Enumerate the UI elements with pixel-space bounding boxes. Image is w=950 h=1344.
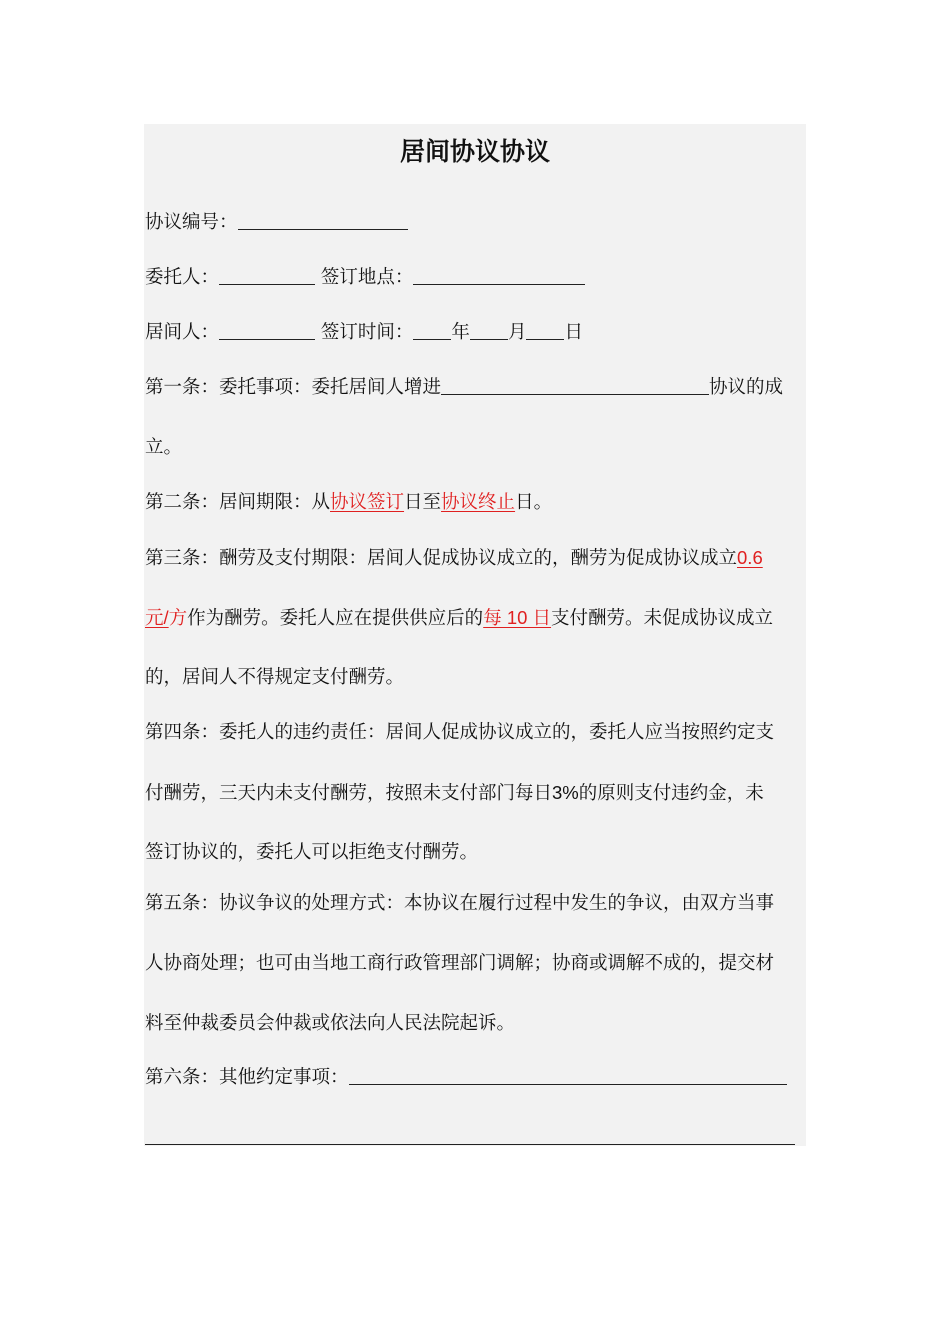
intermediary-label: 居间人： — [145, 322, 220, 343]
article3-line1 — [145, 545, 805, 572]
article2-start-term: 协议签订 — [330, 492, 405, 513]
article1-line1 — [145, 375, 805, 401]
signing-place-blank[interactable] — [413, 266, 585, 285]
article1-text-a: 第一条：委托事项：委托居间人增进 — [145, 377, 442, 398]
intermediary-line — [145, 320, 805, 346]
article5-line2: 人协商处理；也可由当地工商行政管理部门调解；协商或调解不成的，提交材 — [145, 953, 775, 974]
article6-blank-2[interactable] — [145, 1126, 795, 1145]
article3-slash: / — [163, 607, 169, 628]
article6-line1 — [145, 1065, 805, 1091]
article4-percentage: 3% — [552, 782, 579, 803]
article4-line3: 签订协议的，委托人可以拒绝支付酬劳。 — [145, 842, 479, 863]
article4-text-2b: 的原则支付违约金，未 — [578, 783, 764, 804]
article3-rate-unit-b: 方 — [168, 608, 188, 629]
article1-text-b: 协议的成 — [709, 377, 784, 398]
signing-time-label: 签订时间： — [320, 322, 414, 343]
article2-end-term: 协议终止 — [441, 492, 516, 513]
article2-line — [145, 490, 805, 516]
article4-line2 — [145, 780, 805, 807]
principal-label: 委托人： — [145, 267, 220, 288]
article1-blank[interactable] — [441, 376, 709, 395]
article2-text-b: 日至 — [404, 492, 442, 513]
article2-text-c: 日。 — [515, 492, 553, 513]
month-blank[interactable] — [470, 321, 508, 340]
article3-payment-period: 每 10 日 — [483, 607, 552, 628]
day-blank[interactable] — [526, 321, 564, 340]
agreement-number-label: 协议编号： — [145, 212, 238, 233]
month-label: 月 — [507, 322, 527, 343]
day-label: 日 — [564, 322, 583, 343]
article5-line1: 第五条：协议争议的处理方式：本协议在履行过程中发生的争议，由双方当事 — [145, 893, 775, 914]
article2-text-a: 第二条：居间期限：从 — [145, 492, 331, 513]
article3-text-2c: 支付酬劳。未促成协议成立 — [551, 608, 774, 629]
article3-line3: 的，居间人不得规定支付酬劳。 — [145, 667, 405, 688]
agreement-number-blank[interactable] — [238, 211, 408, 230]
year-label: 年 — [451, 322, 470, 343]
document-title: 居间协议协议 — [399, 137, 550, 166]
contract-page — [144, 124, 806, 1146]
article3-rate-unit-a: 元 — [145, 608, 164, 629]
signing-place-label: 签订地点： — [320, 267, 414, 288]
intermediary-blank[interactable] — [219, 321, 315, 340]
year-blank[interactable] — [413, 321, 451, 340]
article3-text-1: 第三条：酬劳及支付期限：居间人促成协议成立的，酬劳为促成协议成立 — [145, 548, 738, 569]
article6-line2 — [145, 1125, 805, 1151]
article3-rate-number: 0.6 — [737, 547, 763, 568]
article3-text-2b: 作为酬劳。委托人应在提供供应后的 — [187, 608, 484, 629]
principal-blank[interactable] — [219, 266, 315, 285]
principal-line — [145, 265, 805, 291]
article6-blank-1[interactable] — [349, 1066, 787, 1085]
article4-text-2a: 付酬劳，三天内未支付酬劳，按照未支付部门每日 — [145, 783, 553, 804]
article1-line2: 立。 — [145, 437, 183, 458]
article3-line2 — [145, 605, 805, 632]
article5-line3: 料至仲裁委员会仲裁或依法向人民法院起诉。 — [145, 1013, 516, 1034]
agreement-number-line — [145, 210, 805, 236]
article4-line1: 第四条：委托人的违约责任：居间人促成协议成立的，委托人应当按照约定支 — [145, 722, 775, 743]
article6-label: 第六条：其他约定事项： — [145, 1067, 349, 1088]
